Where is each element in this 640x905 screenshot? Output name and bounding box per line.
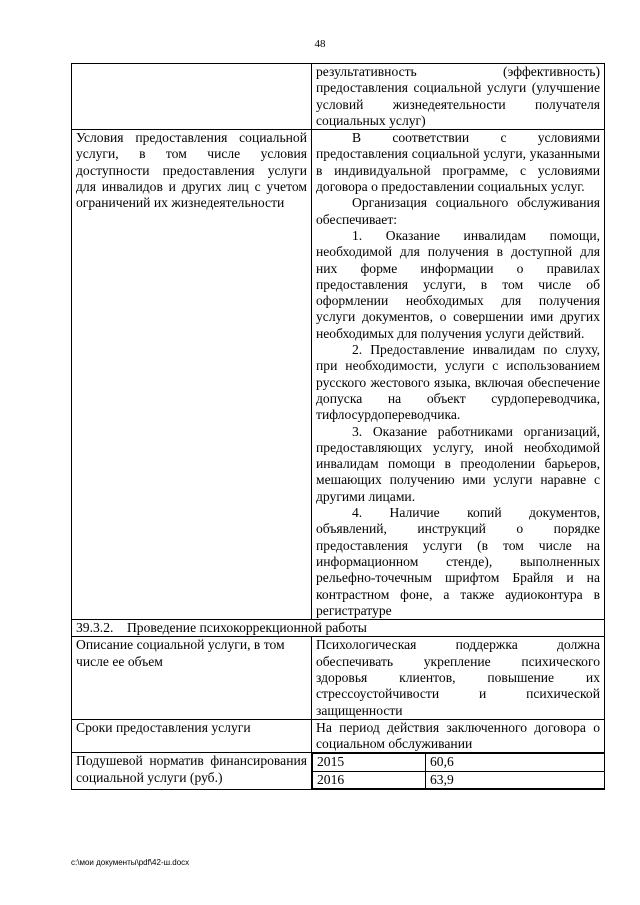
conditions-label: Условия предоставления социальной услуги, в том числе условия доступности предоставления услуги для инвалидов и других лиц с учетом ограничений их жизнедеятельности (76, 130, 307, 211)
table-cell (72, 64, 312, 130)
financing-values-cell (312, 753, 605, 790)
file-path-footer: c:\мои документы\pdf\42-ш.docx (71, 858, 190, 867)
year-cell: 2016 (313, 771, 426, 788)
financing-label: Подушевой норматив финансирования социальной услуги (руб.) (76, 753, 307, 785)
description-text: Психологическая поддержка должна обеспечивать укрепление психического здоровья клиентов, повышение их стрессоустойчивости и психической защищенности (316, 637, 600, 718)
service-table (71, 63, 605, 790)
table-cell (312, 719, 605, 753)
table-cell (72, 719, 312, 753)
terms-label: Сроки предоставления услуги (76, 719, 251, 735)
conditions-paragraph: 2. Предоставление инвалидам по слуху, при необходимости, услуги с использованием русского жестового языка, включая обеспечение допуска на объект сурдопереводчика, тифлосурдопереводчика. (316, 342, 600, 423)
table-row (72, 753, 605, 790)
value-cell: 63,9 (426, 771, 605, 788)
table-row (72, 130, 605, 620)
conditions-paragraph: Организация социального обслуживания обеспечивает: (316, 195, 600, 227)
page-number: 48 (314, 38, 326, 50)
terms-text: На период действия заключенного договора о социальном обслуживании (316, 719, 600, 752)
section-heading-cell (72, 620, 605, 637)
conditions-paragraph: 1. Оказание инвалидам помощи, необходимой для получения в доступной для них форме информации о правилах предоставления услуги, в том числе об оформлении необходимых для получения услуги документов, о совершении ими других необходимых для получения услуги действий. (316, 227, 600, 341)
table-cell (72, 637, 312, 719)
table-cell (72, 753, 312, 790)
table-row (313, 754, 605, 771)
table-row (72, 64, 605, 130)
table-cell (72, 130, 312, 620)
result-text: результативность (эффективность) предоставления социальной услуги (улучшение условий жизнедеятельности получателя социальных услуг) (316, 64, 600, 128)
year-cell: 2015 (313, 754, 426, 771)
table-cell (312, 130, 605, 620)
description-label: Описание социальной услуги, в том числе ее объем (76, 637, 285, 669)
conditions-paragraph: 3. Оказание работниками организаций, предоставляющих услугу, иной необходимой инвалидам помощи в преодолении барьеров, мешающих получению ими услуги наравне с другими лицами. (316, 423, 600, 504)
value-cell: 60,6 (426, 754, 605, 771)
table-row (72, 719, 605, 753)
conditions-paragraph: 4. Наличие копий документов, объявлений, инструкций о порядке предоставления услуги (в том числе на информационном стенде), выполненных рельефно-точечным шрифтом Брайля и на контрастном фоне, а также аудиоконтура в регистратуре (316, 505, 600, 618)
table-row (72, 637, 605, 719)
table-cell (312, 637, 605, 719)
table-cell (312, 64, 605, 130)
section-heading: 39.3.2. Проведение психокоррекционной работы (76, 620, 367, 636)
conditions-paragraph: В соответствии с условиями предоставления социальной услуги, указанными в индивидуальной программе, с условиями договора о предоставлении социальных услуг. (316, 130, 600, 195)
table-row (72, 620, 605, 637)
table-row (313, 771, 605, 788)
